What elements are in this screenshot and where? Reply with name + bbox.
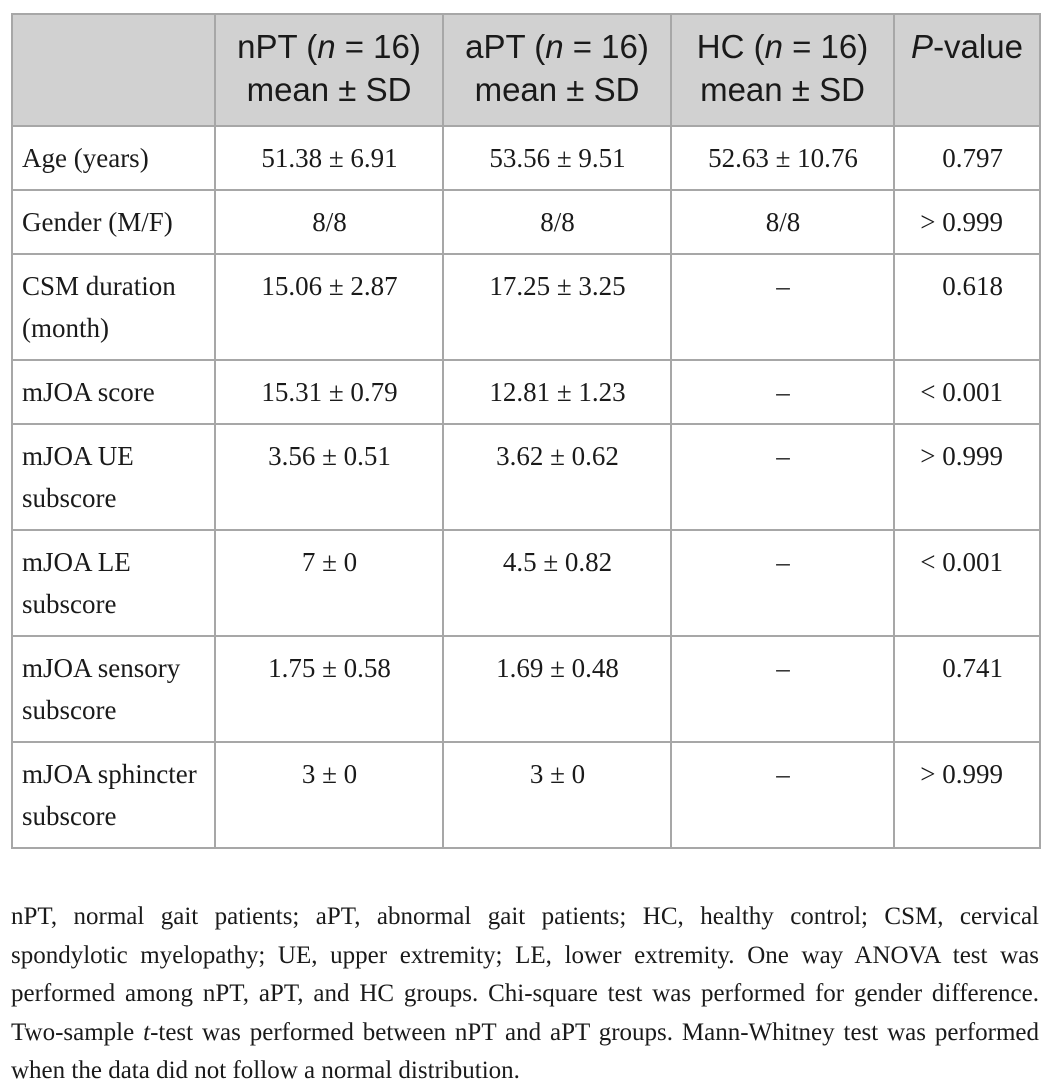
p-value: > 0.999 — [894, 424, 1040, 530]
apt-value: 4.5 ± 0.82 — [443, 530, 671, 636]
row-label: CSM duration (month) — [12, 254, 215, 360]
hc-value: 8/8 — [671, 190, 894, 254]
table-row — [12, 636, 1040, 742]
apt-value: 17.25 ± 3.25 — [443, 254, 671, 360]
row-label: Age (years) — [12, 126, 215, 190]
demographics-table — [11, 13, 1041, 849]
header-npt: nPT (n = 16) mean ± SD — [215, 14, 443, 126]
table-container — [11, 13, 1039, 849]
table-row — [12, 190, 1040, 254]
npt-value: 1.75 ± 0.58 — [215, 636, 443, 742]
p-value: > 0.999 — [894, 742, 1040, 848]
apt-value: 3 ± 0 — [443, 742, 671, 848]
row-label: mJOA LE subscore — [12, 530, 215, 636]
hc-value: – — [671, 742, 894, 848]
npt-value: 8/8 — [215, 190, 443, 254]
table-row — [12, 126, 1040, 190]
row-label: mJOA sphincter subscore — [12, 742, 215, 848]
row-label: Gender (M/F) — [12, 190, 215, 254]
npt-value: 15.31 ± 0.79 — [215, 360, 443, 424]
p-value: 0.618 — [894, 254, 1040, 360]
hc-value: – — [671, 424, 894, 530]
hc-value: 52.63 ± 10.76 — [671, 126, 894, 190]
hc-value: – — [671, 636, 894, 742]
header-apt: aPT (n = 16) mean ± SD — [443, 14, 671, 126]
table-row — [12, 742, 1040, 848]
npt-value: 7 ± 0 — [215, 530, 443, 636]
p-value: > 0.999 — [894, 190, 1040, 254]
header-hc: HC (n = 16) mean ± SD — [671, 14, 894, 126]
hc-value: – — [671, 530, 894, 636]
row-label: mJOA score — [12, 360, 215, 424]
header-p-value: P-value — [894, 14, 1040, 126]
p-value: < 0.001 — [894, 360, 1040, 424]
npt-value: 3 ± 0 — [215, 742, 443, 848]
p-value: < 0.001 — [894, 530, 1040, 636]
row-label: mJOA UE subscore — [12, 424, 215, 530]
table-row — [12, 254, 1040, 360]
apt-value: 3.62 ± 0.62 — [443, 424, 671, 530]
apt-value: 12.81 ± 1.23 — [443, 360, 671, 424]
npt-value: 15.06 ± 2.87 — [215, 254, 443, 360]
npt-value: 3.56 ± 0.51 — [215, 424, 443, 530]
hc-value: – — [671, 360, 894, 424]
p-value: 0.797 — [894, 126, 1040, 190]
header-row — [12, 14, 1040, 126]
row-label: mJOA sensory subscore — [12, 636, 215, 742]
table-row — [12, 360, 1040, 424]
header-empty — [12, 14, 215, 126]
apt-value: 1.69 ± 0.48 — [443, 636, 671, 742]
apt-value: 53.56 ± 9.51 — [443, 126, 671, 190]
npt-value: 51.38 ± 6.91 — [215, 126, 443, 190]
apt-value: 8/8 — [443, 190, 671, 254]
table-footnote: nPT, normal gait patients; aPT, abnormal gait patients; HC, healthy control; CSM, cervical spondylotic myelopathy; UE, upper extremity; LE, lower extremity. One way ANOVA test was performed among nPT, aPT, and HC groups. Chi-square test was performed for gender difference. Two-sample t-test was performed between nPT and aPT groups. Mann-Whitney test was performed when the data did not follow a normal distribution. — [11, 903, 1039, 1084]
table-row — [12, 530, 1040, 636]
p-value: 0.741 — [894, 636, 1040, 742]
hc-value: – — [671, 254, 894, 360]
table-row — [12, 424, 1040, 530]
